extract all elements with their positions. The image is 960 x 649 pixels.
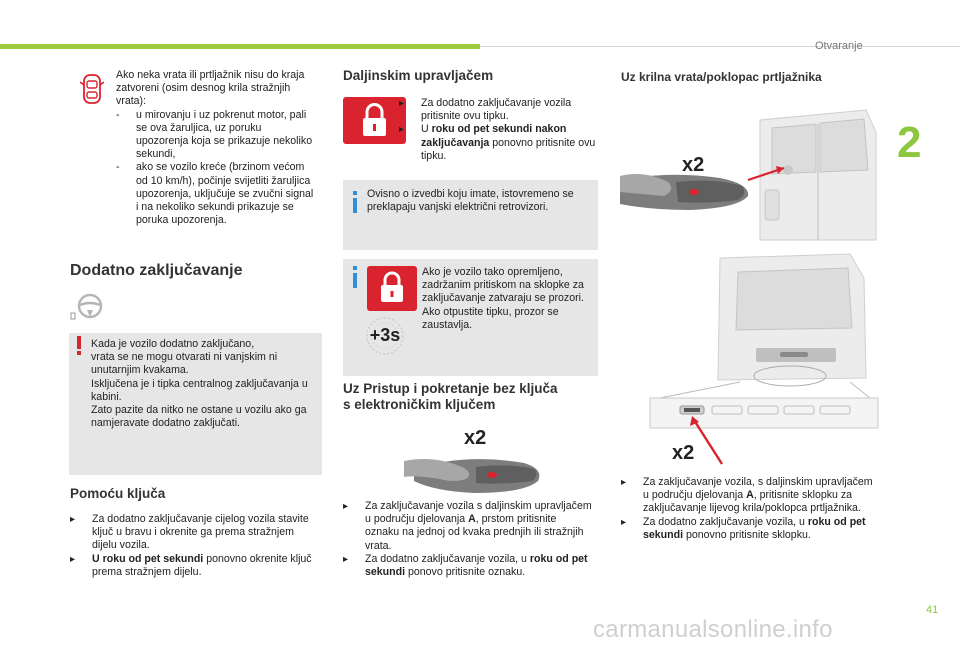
info-windows-text: Ako je vozilo tako opremljeno, zadržanim pritiskom na sklopke za zaključavanje zatvaraju se prozori. Ako otpustite tipku, prozor se zaustavlja. <box>422 266 584 331</box>
info-mirrors-text: Ovisno o izvedbi koju imate, istovremeno se preklapaju vanjski električni retrovizori. <box>367 188 574 214</box>
list-item: ▸ Za dodatno zaključavanje vozila pritisnite ovu tipku. <box>399 97 572 123</box>
padlock-icon <box>367 266 417 311</box>
alert-text: Kada je vozilo dodatno zaključano, vrata se ne mogu otvarati ni vanjskim ni unutarnjim kvakama. Isključena je i tipka centralnog zaključavanja u kabini. Zato pazite da nitko ne ostane u vozilu ako ga namjeravate dodatno zaključati. <box>91 338 308 430</box>
keyless-title: Uz Pristup i pokretanje bez ključa s elektroničkim ključem <box>343 381 558 412</box>
list-item: ▸ Za dodatno zaključavanje vozila, u roku od pet sekundi ponovo pritisnite oznaku. <box>343 552 588 579</box>
list-item: - u mirovanju i uz pokrenut motor, pali se ova žaruljica, uz poruku upozorenja koja se prikazuje nekoliko sekundi, <box>116 108 313 161</box>
x2-label: x2 <box>464 427 487 449</box>
plus-3s-icon <box>362 316 408 356</box>
key-title: Pomoću ključa <box>70 486 166 501</box>
list-item: ▸ Za zaključavanje vozila s daljinskim upravljačem u području djelovanja A, prstom pritisnite oznaku na jednoj od kvaka prednjih ili stražnjih vrata. <box>343 500 592 552</box>
list-item: ▸ Za dodatno zaključavanje cijelog vozila stavite ključ u bravu i okrenite ga prema stražnjem dijelu vozila. <box>70 513 309 552</box>
watermark: carmanualsonline.info <box>593 616 833 643</box>
list-item: ▸ Za dodatno zaključavanje vozila, u roku od pet sekundi ponovno pritisnite sklopku. <box>621 515 866 541</box>
steering-wheel-icon <box>69 293 105 323</box>
door-open-warning-icon <box>80 71 104 107</box>
door-handle-touch-illustration <box>404 423 549 500</box>
chapter-number: 2 <box>897 118 922 167</box>
list-item: - ako se vozilo kreće (brzinom većom od 10 km/h), počinje svijetliti žaruljica upozorenja, uključuje se zvučni signal i na nekoliko sekundi prikazuje se poruka upozorenja. <box>116 161 314 227</box>
page-number: 41 <box>926 604 939 616</box>
plus-3s-label: +3s <box>369 325 401 345</box>
header-divider <box>480 46 960 47</box>
list-item: ▸ Za zaključavanje vozila, s daljinskim upravljačem u području djelovanja A, pritisnite sklopku za zaključavanje lijevog krila/poklopca prtljažnika. <box>621 476 873 515</box>
info-icon <box>351 266 359 288</box>
keyless-instructions <box>343 500 593 579</box>
header-accent-bar <box>0 44 480 49</box>
x2-label-top: x2 <box>682 154 705 176</box>
door-warning-intro: Ako neka vrata ili prtljažnik nisu do kraja zatvoreni (osim desnog krila stražnjih vrata): <box>116 69 305 108</box>
padlock-icon <box>343 97 406 144</box>
van-rear-doors-illustration <box>620 92 880 244</box>
tailgate-switch-illustration <box>620 248 880 470</box>
key-instructions <box>70 513 315 579</box>
tailgate-instructions <box>621 476 876 542</box>
remote-title: Daljinskim upravljačem <box>343 68 494 83</box>
list-item: ▸ U roku od pet sekundi ponovno okrenite ključ prema stražnjem dijelu. <box>70 552 312 578</box>
section-title: Otvaranje <box>815 40 863 52</box>
info-icon <box>351 191 359 213</box>
door-warning-text <box>116 69 316 227</box>
remote-instructions <box>399 97 599 163</box>
alert-exclamation-icon <box>75 336 83 356</box>
list-item: ▸ U roku od pet sekundi nakon zaključavanja ponovno pritisnite ovu tipku. <box>399 123 596 162</box>
right-title: Uz krilna vrata/poklopac prtljažnika <box>621 70 822 84</box>
x2-label-bottom: x2 <box>672 442 695 464</box>
deadlock-title: Dodatno zaključavanje <box>70 262 243 279</box>
